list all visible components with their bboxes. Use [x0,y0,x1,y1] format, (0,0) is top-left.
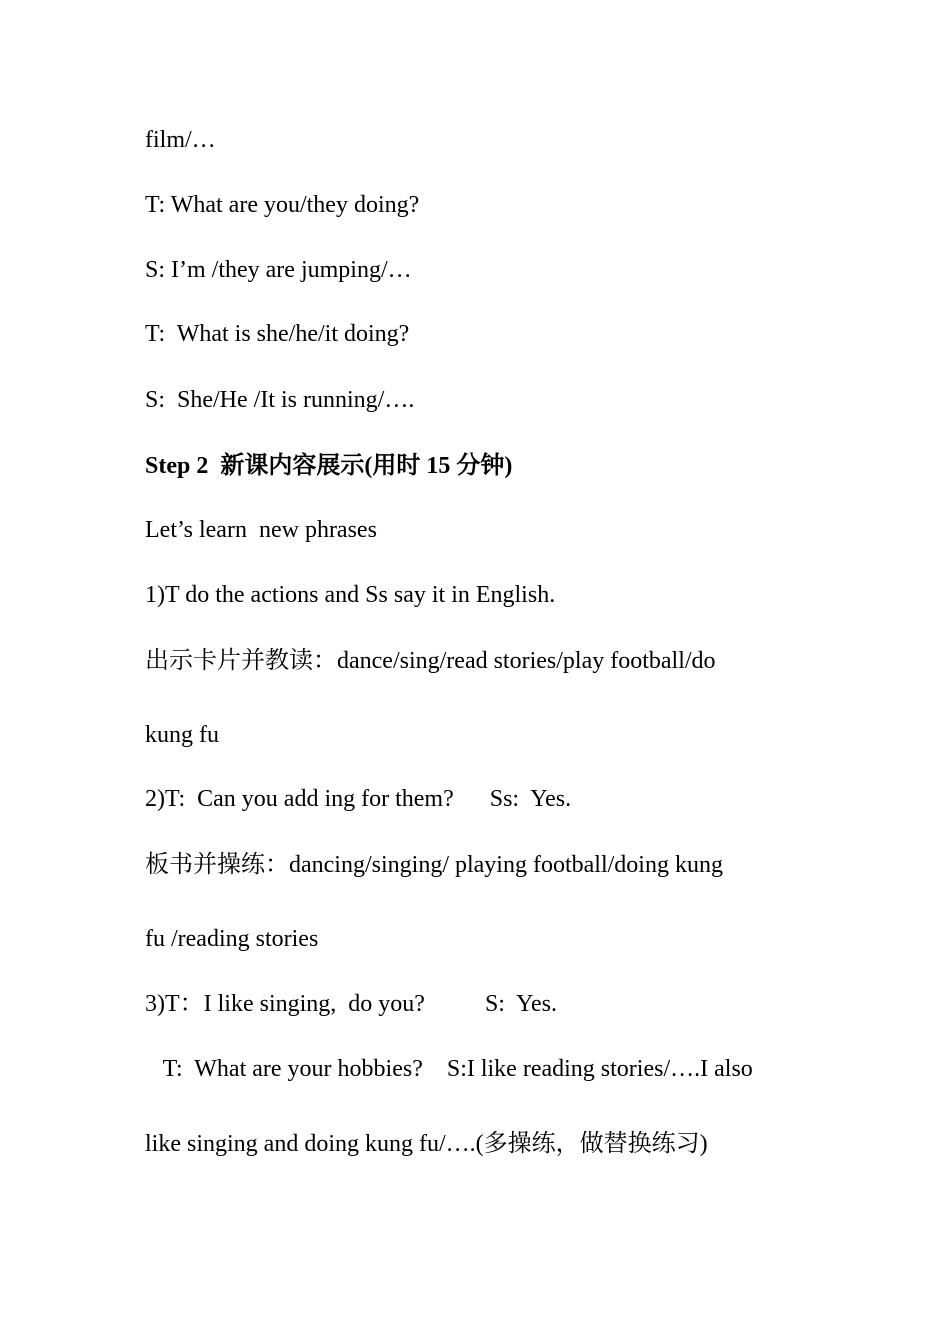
text-line: S: I’m /they are jumping/… [145,257,412,283]
text-line: kung fu [145,722,219,748]
text-line: T: What are your hobbies? S:I like reading stories/….I also [145,1056,753,1082]
text-line: S: She/He /It is running/…. [145,387,415,413]
text-line: 3)T：I like singing, do you? S: Yes. [145,991,558,1017]
text-line: T: What are you/they doing? [145,192,420,218]
text-line: like singing and doing kung fu/….(多操练，做替换练习) [145,1131,708,1157]
text-line: 板书并操练：dancing/singing/ playing football/doing kung [145,852,723,878]
text-line: fu /reading stories [145,926,319,952]
text-line: film/… [145,127,216,153]
text-line: 2)T: Can you add ing for them? Ss: Yes. [145,786,572,812]
text-line: 出示卡片并教读：dance/sing/read stories/play football/do [145,648,716,674]
text-line: 1)T do the actions and Ss say it in English. [145,582,556,608]
text-line: Let’s learn new phrases [145,517,377,543]
step-heading: Step 2 新课内容展示(用时 15 分钟) [145,453,513,479]
text-line: T: What is she/he/it doing? [145,321,410,347]
